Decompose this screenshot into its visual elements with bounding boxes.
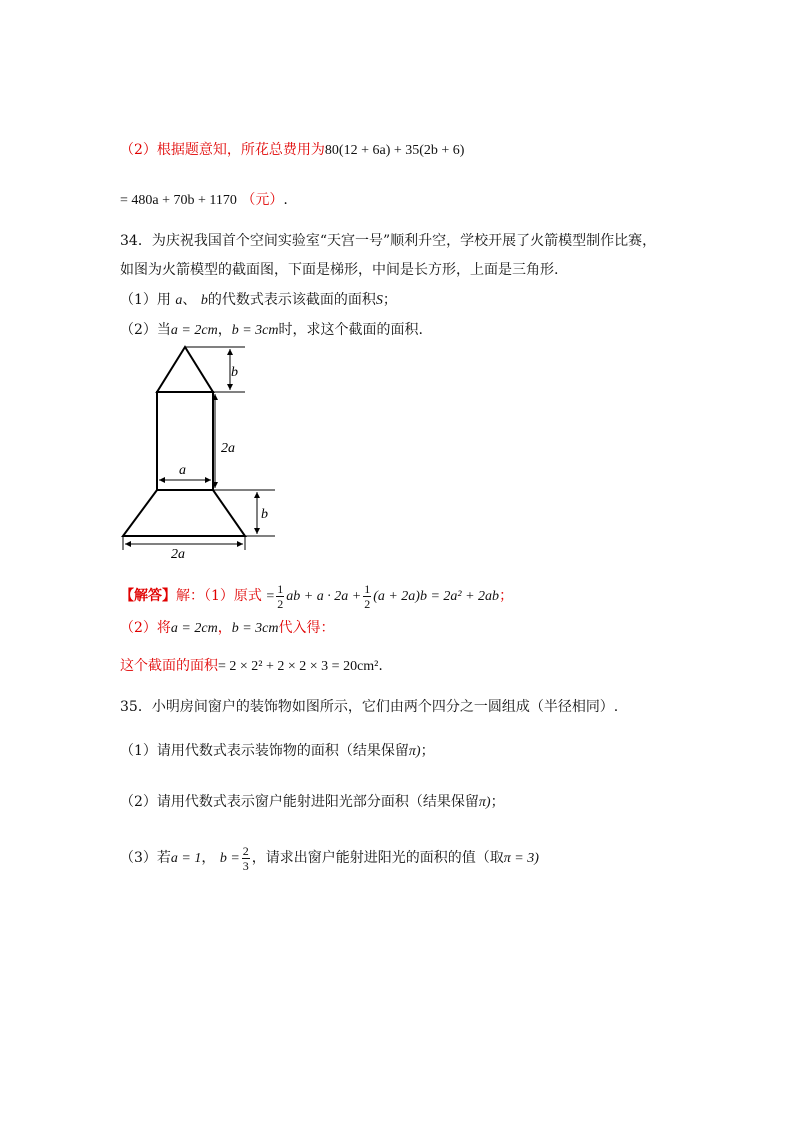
eq-a: a = 1 [170,851,202,866]
term2: (a + 2a)b = 2a² + 2ab [373,589,500,604]
comma: ， [201,850,216,866]
part2-expr: 80(12 + 6a) + 35(2b + 6) [324,143,465,158]
var-s: S [375,293,383,308]
end: ； [490,794,505,810]
b-lhs: b = [219,851,240,866]
end: ； [499,588,514,604]
frac-half-2 [363,582,371,611]
comma: ， [217,322,232,338]
eq-sign: = [266,589,275,604]
q34-sub2-text2: 时，求这个截面的面积. [278,322,423,338]
frac-num: 2 [242,843,249,858]
eq-b: b = 3cm [231,621,279,636]
q35-sub3-text: （3）若 [120,850,171,866]
part2-text: （2）根据题意知，所花总费用为 [120,142,325,158]
q34-sub1-text2: 的代数式表示该截面的面积 [207,292,376,308]
frac-den: 3 [242,858,249,873]
q35-sub2-text: （2）请用代数式表示窗户能射进阳光部分面积（结果保留 [120,794,479,810]
q34-sub2-text: （2）当 [120,322,171,338]
var-b: b [200,293,208,308]
end: ； [420,743,435,759]
pi-eq: π = 3) [503,851,539,866]
rocket-figure [115,340,285,560]
sub2-tail: 代入得： [278,620,335,636]
part2-result [120,190,288,211]
frac-num: 1 [364,581,371,596]
q35-sub3 [120,838,539,878]
label-2a-mid: 2a [221,441,235,456]
q35-sub1 [120,741,435,762]
trapezoid-bottom [123,490,245,536]
q34-sub1 [120,290,397,311]
q35-line1: 35．小明房间窗户的装饰物如图所示，它们由两个四分之一圆组成（半径相同）. [120,699,619,715]
label-a: a [179,463,186,478]
label-b-bottom: b [261,507,268,522]
part2-label [120,140,464,161]
term1: ab + a · 2a + [286,589,362,604]
q34-sub1-text: （1）用 [120,292,171,308]
q35-sub2 [120,792,505,813]
area-label: 这个截面的面积 [120,658,218,674]
frac-num: 1 [277,581,284,596]
eq-b: b = 3cm [231,323,279,338]
pi: π) [408,744,421,759]
answer-tag2: 解：（1）原式 [176,588,262,604]
eq-a: a = 2cm [170,323,218,338]
part2-unit: （元） [241,192,284,208]
sub2-label: （2）将 [120,620,171,636]
q34-line1: 34．为庆祝我国首个空间实验室“天宫一号”顺利升空，学校开展了火箭模型制作比赛， [120,233,657,249]
area-end: . [378,658,383,674]
pi: π) [478,795,491,810]
answer34-sub2 [120,618,334,639]
frac-den: 2 [364,596,371,611]
var-a: a [175,293,183,308]
end: ； [382,292,397,308]
q35-sub1-text: （1）请用代数式表示装饰物的面积（结果保留 [120,743,409,759]
label-2a-bottom: 2a [171,547,185,560]
sep: 、 [182,292,197,308]
period: . [283,192,288,208]
q34-line2: 如图为火箭模型的截面图，下面是梯形，中间是长方形，上面是三角形. [120,262,559,278]
frac-half-1 [276,582,284,611]
label-b-top: b [231,365,238,380]
answer34-line1 [120,576,513,616]
frac-two-thirds [242,844,250,873]
comma: ， [217,620,232,636]
answer-tag: 【解答】 [120,588,176,604]
answer34-area [120,656,383,677]
part2-result-expr: = 480a + 70b + 1170 [120,193,237,208]
eq-a: a = 2cm [170,621,218,636]
area-expr: = 2 × 2² + 2 × 2 × 3 = 20cm² [218,659,379,674]
frac-den: 2 [277,596,284,611]
q35-sub3-tail: ，请求出窗户能射进阳光的面积的值（取 [251,850,504,866]
q34-sub2 [120,320,423,341]
triangle-top [157,347,213,392]
